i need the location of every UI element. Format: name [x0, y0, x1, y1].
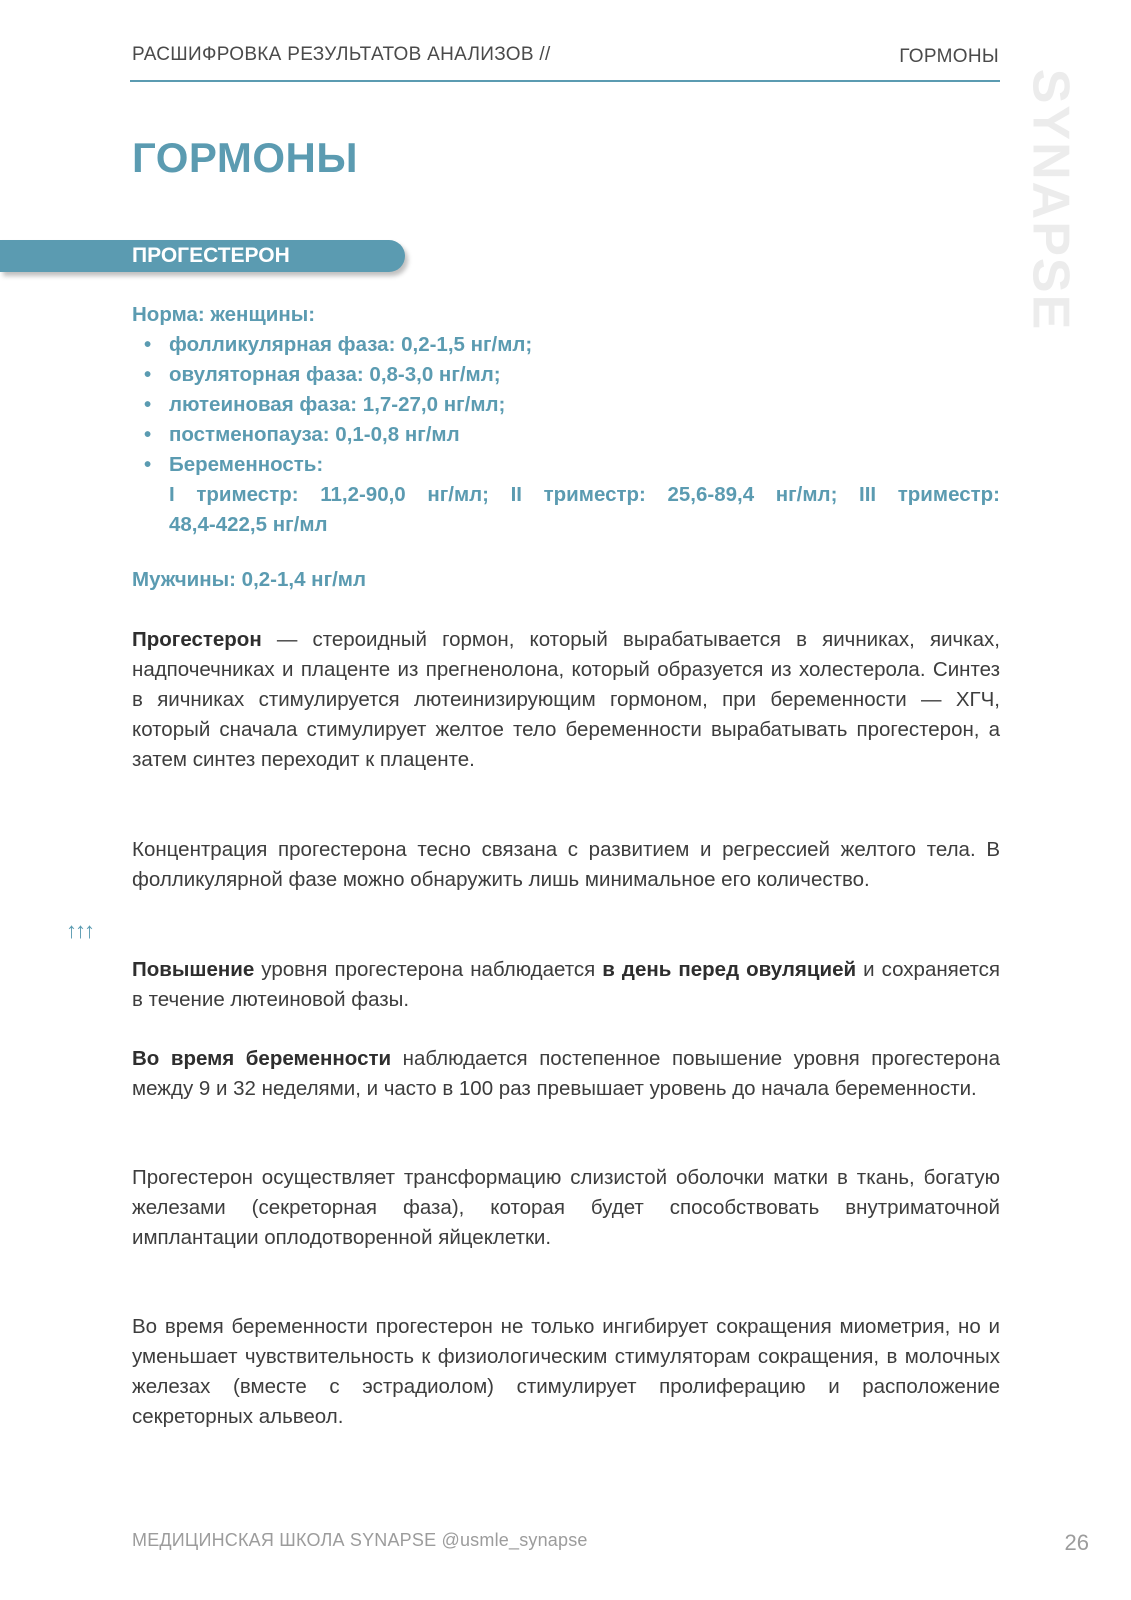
- paragraph-transformation: Прогестерон осуществляет трансформацию слизистой оболочки матки в ткань, богатую железами (секреторная фаза), которая будет способствовать внутриматочной имплантации оплодотворенной яйцеклетки.: [132, 1166, 1000, 1249]
- running-header-section: ГОРМОНЫ: [899, 46, 999, 67]
- norm-list: [132, 330, 1000, 540]
- header-divider: [130, 80, 1000, 82]
- increase-arrows-icon: ↑↑↑: [66, 918, 93, 943]
- norm-item: • лютеиновая фаза: 1,7-27,0 нг/мл;: [132, 390, 1000, 420]
- men-norm: Мужчины: 0,2-1,4 нг/мл: [132, 568, 366, 591]
- term-increase: Повышение: [132, 958, 255, 981]
- paragraph-text: наблюдается постепенное повышение уровня прогестерона между 9 и 32 неделями, и часто в 100 раз превышает уровень до начала беременности.: [132, 1047, 1000, 1100]
- paragraph-pregnancy: [132, 1044, 1000, 1104]
- paragraph-myometrium: Во время беременности прогестерон не только ингибирует сокращения миометрия, но и уменьшает чувствительность к физиологическим стимуляторам сокращения, в молочных железах (вместе с эстрадиолом) стимулирует пролиферацию и расположение секреторных альвеол.: [132, 1315, 1000, 1428]
- paragraph-text: — стероидный гормон, который вырабатывается в яичниках, яичках, надпочечниках и плаценте из прегненолона, который образуется из холестерола. Синтез в яичниках стимулируется лютеинизирующим гормоном, при беременности — ХГЧ, который сначала стимулирует желтое тело беременности вырабатывать прогестерон, а затем синтез переходит к плаценте.: [132, 628, 1000, 771]
- term-day-before-ovulation: в день перед овуляцией: [602, 958, 857, 981]
- norm-item: • постменопауза: 0,1-0,8 нг/мл: [132, 420, 1000, 450]
- watermark-text: SYNAPSE: [1021, 68, 1079, 332]
- pregnancy-trimesters-continued: 48,4-422,5 нг/мл: [169, 513, 328, 536]
- page-title: ГОРМОНЫ: [132, 134, 358, 181]
- norm-item-pregnancy: [132, 450, 1000, 540]
- norm-item: • фолликулярная фаза: 0,2-1,5 нг/мл;: [132, 330, 1000, 360]
- paragraph-text: уровня прогестерона наблюдается: [254, 958, 603, 981]
- pregnancy-label: Беременность:: [169, 453, 324, 476]
- paragraph-definition: [132, 625, 1000, 775]
- running-header-title: РАСШИФРОВКА РЕЗУЛЬТАТОВ АНАЛИЗОВ //: [132, 44, 551, 65]
- paragraph-increase: [132, 955, 1000, 1015]
- paragraph-text: и сохраняется в течение лютеиновой фазы.: [132, 958, 1000, 1011]
- brand-watermark: [1020, 68, 1080, 332]
- women-norm-label: Норма: женщины:: [132, 303, 316, 326]
- term-progesterone: Прогестерон: [132, 628, 262, 651]
- section-header-label: ПРОГЕСТЕРОН: [132, 244, 290, 267]
- pregnancy-trimesters: I триместр: 11,2-90,0 нг/мл; II триместр: 25,6-89,4 нг/мл; III триместр:: [169, 483, 1000, 506]
- term-during-pregnancy: Во время беременности: [132, 1047, 392, 1070]
- norm-item: • овуляторная фаза: 0,8-3,0 нг/мл;: [132, 360, 1000, 390]
- page-number: 26: [1064, 1530, 1089, 1555]
- paragraph-concentration: Концентрация прогестерона тесно связана с развитием и регрессией желтого тела. В фолликулярной фазе можно обнаружить лишь минимальное его количество.: [132, 838, 1000, 891]
- footer-school: МЕДИЦИНСКАЯ ШКОЛА SYNAPSE @usmle_synapse: [132, 1530, 588, 1550]
- reference-ranges: [132, 300, 1000, 540]
